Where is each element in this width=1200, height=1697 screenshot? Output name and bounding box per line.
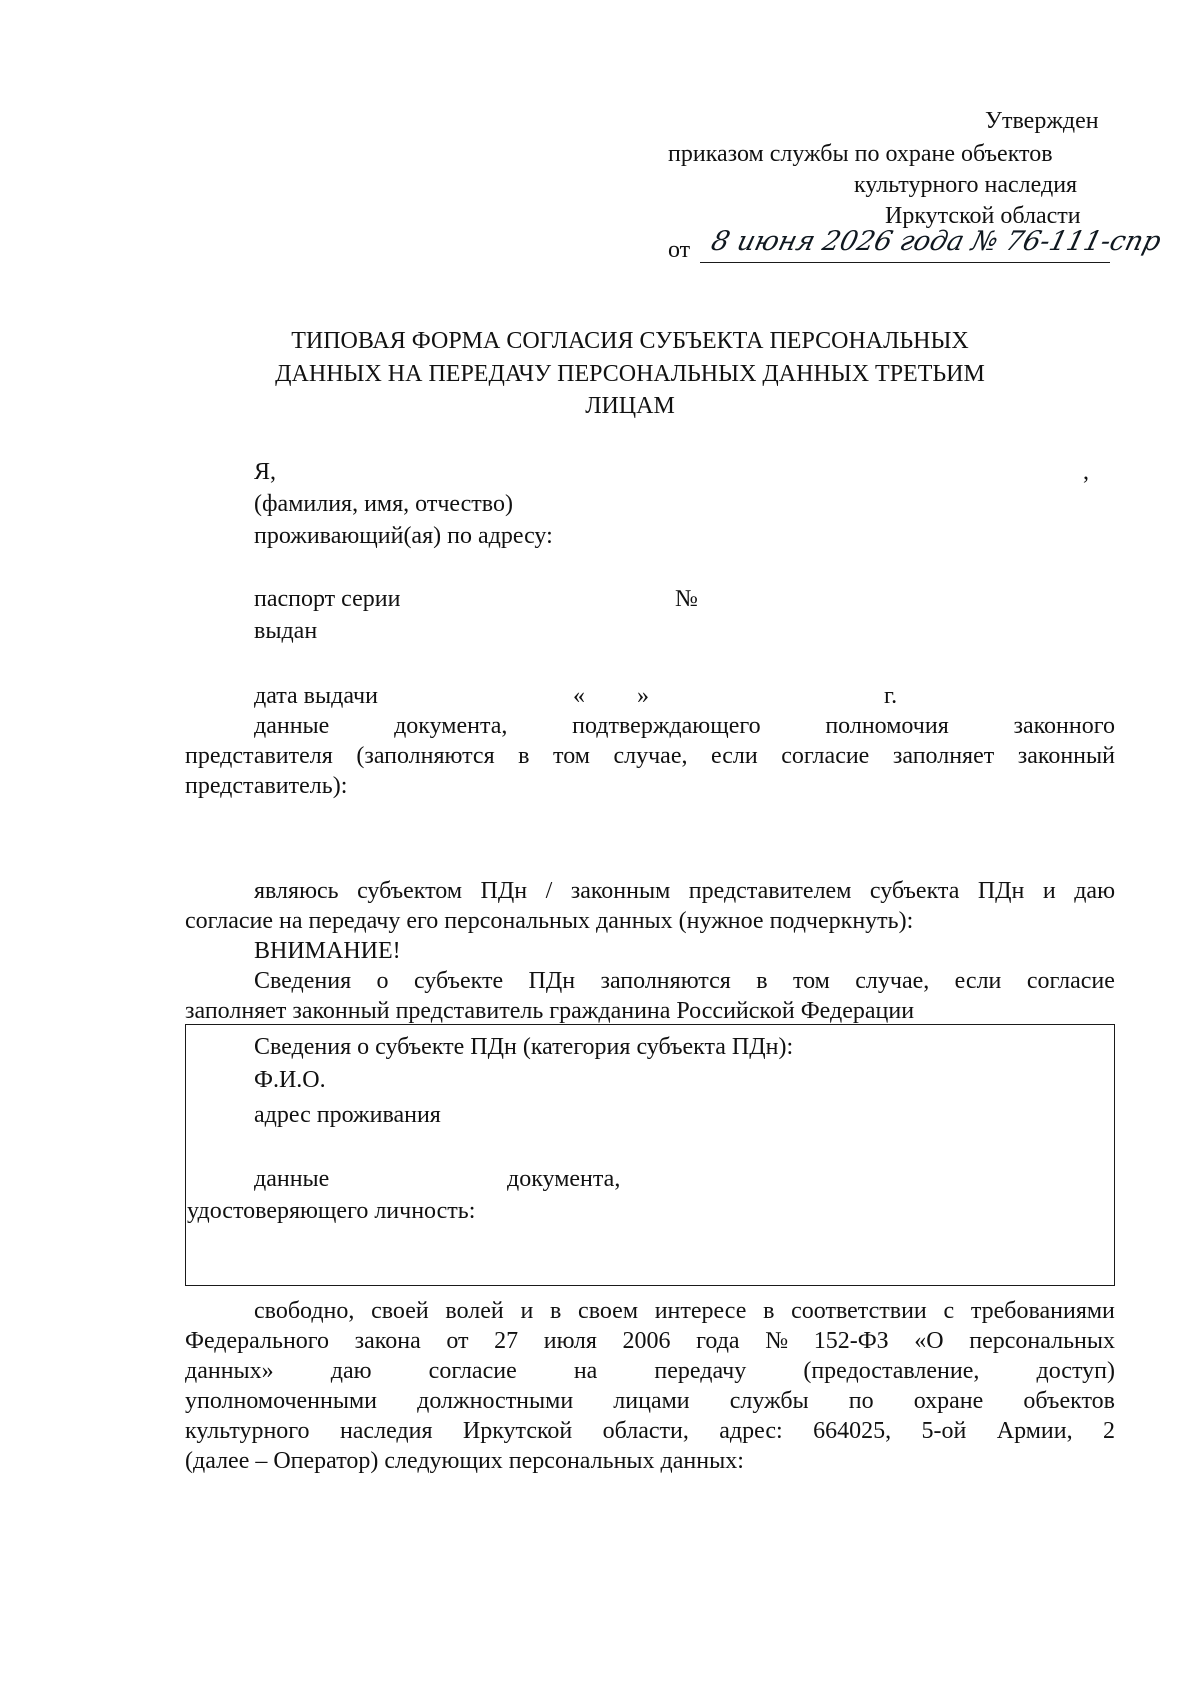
date-open-quote: «	[573, 683, 585, 709]
word: своей	[371, 1298, 429, 1324]
word: 5-ой	[921, 1418, 967, 1444]
box-address-label: адрес проживания	[254, 1102, 441, 1128]
rep-doc-field-1[interactable]	[183, 813, 1113, 837]
word: на	[573, 1358, 598, 1384]
word: должностными	[417, 1388, 574, 1414]
box-address-field-2[interactable]	[185, 1133, 1115, 1157]
issued-by-field-2[interactable]	[183, 649, 1113, 673]
word: согласие	[428, 1358, 517, 1384]
word: согласие	[781, 743, 870, 769]
box-heading: Сведения о субъекте ПДн (категория субъекта ПДн):	[254, 1034, 794, 1060]
fio-field[interactable]	[290, 458, 1080, 482]
approval-from-label: от	[668, 237, 691, 263]
word: полномочия	[825, 713, 949, 739]
word: законный	[1017, 743, 1115, 769]
word: случае,	[613, 743, 688, 769]
word: Сведения	[254, 968, 352, 994]
note-line-2: заполняет законный представитель гражданина Российской Федерации	[185, 998, 915, 1024]
rep-doc-paragraph	[185, 711, 1115, 801]
word: наследия	[339, 1418, 433, 1444]
word: /	[545, 878, 553, 904]
issue-day-field[interactable]	[591, 682, 635, 706]
word: о	[376, 968, 389, 994]
note-line-1	[185, 966, 1115, 996]
word: том	[792, 968, 830, 994]
word: (предоставление,	[803, 1358, 980, 1384]
issue-date-label: дата выдачи	[254, 683, 378, 709]
passport-series-field[interactable]	[420, 585, 664, 609]
word: 664025,	[813, 1418, 892, 1444]
issue-year-field[interactable]	[828, 682, 880, 706]
word: заполняет	[892, 743, 995, 769]
word: данных»	[185, 1358, 274, 1384]
word: Иркутской	[462, 1418, 573, 1444]
word: 27	[494, 1328, 519, 1354]
year-suffix: г.	[884, 683, 898, 709]
word: интересе	[654, 1298, 747, 1324]
box-id-doc-field-1[interactable]	[637, 1197, 1114, 1221]
approval-line-heritage: культурного наследия	[854, 172, 1078, 198]
word: своем	[578, 1298, 638, 1324]
subject-line-1	[185, 876, 1115, 906]
word: заполняются	[600, 968, 731, 994]
word: культурного	[185, 1418, 310, 1444]
approval-line-approved: Утвержден	[985, 108, 1099, 134]
word: июля	[543, 1328, 597, 1354]
word: №	[765, 1328, 789, 1354]
word: персональных	[969, 1328, 1115, 1354]
word: субъекта	[869, 878, 960, 904]
word: от	[446, 1328, 469, 1354]
word: ПДн	[528, 968, 576, 994]
consent-line-3	[185, 1356, 1115, 1386]
i-label: Я,	[254, 459, 277, 485]
issued-label: выдан	[254, 618, 318, 644]
attention-label: ВНИМАНИЕ!	[254, 938, 401, 964]
passport-number-field[interactable]	[700, 585, 933, 609]
word: ПДн	[977, 878, 1025, 904]
box-id-doc-line-2: удостоверяющего личность:	[187, 1198, 476, 1224]
word: охране	[913, 1388, 984, 1414]
word: с	[943, 1298, 955, 1324]
word: подтверждающего	[572, 713, 761, 739]
box-top-border	[185, 1024, 1115, 1025]
address-label: проживающий(ая) по адресу:	[254, 523, 553, 549]
word: если	[954, 968, 1002, 994]
box-address-field-1[interactable]	[572, 1100, 1114, 1124]
subject-paragraph	[185, 876, 1115, 1026]
word: «О	[914, 1328, 944, 1354]
word: закона	[354, 1328, 421, 1354]
form-title-line-3: ЛИЦАМ	[585, 393, 675, 419]
word: года	[696, 1328, 740, 1354]
word: передачу	[654, 1358, 747, 1384]
form-title-line-2: ДАННЫХ НА ПЕРЕДАЧУ ПЕРСОНАЛЬНЫХ ДАННЫХ ТРЕТЬИМ	[275, 361, 985, 387]
issue-month-field[interactable]	[658, 682, 816, 706]
consent-paragraph	[185, 1296, 1115, 1476]
word: субъектом	[357, 878, 463, 904]
word: если	[711, 743, 758, 769]
word: законного	[1013, 713, 1115, 739]
word: ПДн	[480, 878, 528, 904]
word: данные	[254, 713, 330, 739]
consent-line-2	[185, 1326, 1115, 1356]
word: и	[520, 1298, 534, 1324]
box-fio-field[interactable]	[572, 1067, 1114, 1091]
subject-line-2: согласие на передачу его персональных данных (нужное подчеркнуть):	[185, 908, 914, 934]
consent-line-6: (далее – Оператор) следующих персональных данных:	[185, 1448, 744, 1474]
word: Федерального	[185, 1328, 330, 1354]
consent-line-1	[185, 1296, 1115, 1326]
word: являюсь	[254, 878, 339, 904]
word: том	[553, 743, 590, 769]
consent-line-4	[185, 1386, 1115, 1416]
address-field[interactable]	[183, 548, 1073, 572]
box-fio-label: Ф.И.О.	[254, 1067, 326, 1093]
rep-doc-line-2	[185, 741, 1115, 771]
word: (заполняются	[356, 743, 495, 769]
order-date-underline	[700, 262, 1110, 263]
word: объектов	[1023, 1388, 1115, 1414]
word: представителем	[688, 878, 852, 904]
word: 2	[1102, 1418, 1115, 1444]
word: лицами	[613, 1388, 690, 1414]
rep-doc-line-1	[185, 711, 1115, 741]
word: даю	[1074, 878, 1115, 904]
box-bottom-border	[185, 1285, 1115, 1286]
word: представителя	[185, 743, 333, 769]
fio-hint: (фамилия, имя, отчество)	[254, 491, 513, 517]
personal-data-field-1[interactable]	[185, 1460, 1115, 1484]
word: в	[518, 743, 530, 769]
fio-comma: ,	[1083, 459, 1089, 485]
word: документа,	[394, 713, 508, 739]
word: службы	[729, 1388, 809, 1414]
issued-by-field[interactable]	[438, 617, 1113, 641]
passport-number-sign: №	[675, 586, 698, 612]
word: субъекте	[413, 968, 504, 994]
word: свободно,	[254, 1298, 355, 1324]
word: в	[550, 1298, 562, 1324]
word: и	[1042, 878, 1056, 904]
word: требованиями	[970, 1298, 1115, 1324]
word: законным	[570, 878, 671, 904]
word: 152-ФЗ	[813, 1328, 889, 1354]
word: адрес:	[719, 1418, 783, 1444]
handwritten-order-date: 8 июня 2026 года № 76-111-спр	[708, 226, 1165, 257]
rep-doc-line-3: представитель):	[185, 773, 348, 799]
personal-data-field-2[interactable]	[185, 1494, 1115, 1518]
word: согласие	[1026, 968, 1115, 994]
word: уполномоченными	[185, 1388, 378, 1414]
consent-line-5	[185, 1416, 1115, 1446]
word: области,	[602, 1418, 689, 1444]
word: волей	[445, 1298, 504, 1324]
word: по	[848, 1388, 874, 1414]
word: доступ)	[1036, 1358, 1115, 1384]
word: Армии,	[996, 1418, 1073, 1444]
word: 2006	[622, 1328, 671, 1354]
form-title-line-1: ТИПОВАЯ ФОРМА СОГЛАСИЯ СУБЪЕКТА ПЕРСОНАЛЬНЫХ	[291, 328, 969, 354]
box-id-doc-word-2: документа,	[507, 1166, 621, 1192]
rep-doc-field-2[interactable]	[183, 845, 1113, 869]
word: соответствии	[791, 1298, 927, 1324]
word: в	[763, 1298, 775, 1324]
approval-line-order: приказом службы по охране объектов	[668, 141, 1053, 167]
word: в	[756, 968, 768, 994]
word: случае,	[855, 968, 930, 994]
word: даю	[330, 1358, 372, 1384]
date-close-quote: »	[637, 683, 649, 709]
box-id-doc-field-2[interactable]	[185, 1230, 1115, 1254]
approval-line-region: Иркутской области	[885, 203, 1081, 229]
passport-series-label: паспорт серии	[254, 586, 401, 612]
box-id-doc-word-1: данные	[254, 1166, 330, 1192]
